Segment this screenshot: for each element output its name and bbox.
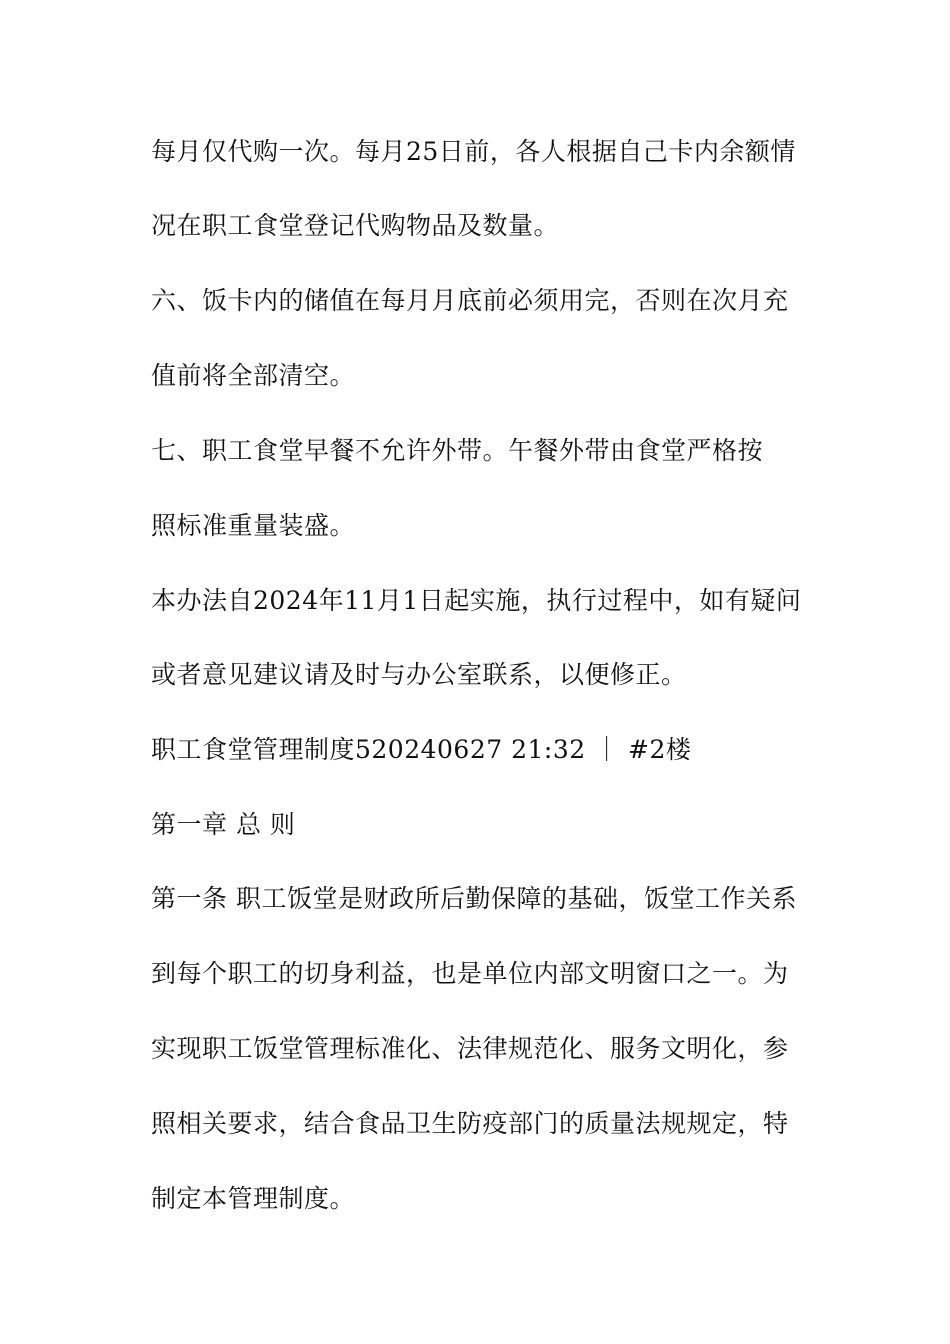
post-header-line: 职工食堂管理制度520240627 21:32 ｜ #2楼 xyxy=(151,735,692,764)
text-line-12: 到每个职工的切身利益，也是单位内部文明窗口之一。为 xyxy=(151,959,789,988)
text-line-13: 实现职工饭堂管理标准化、法律规范化、服务文明化，参 xyxy=(151,1034,789,1063)
text-line-7: 本办法自2024年11月1日起实施，执行过程中，如有疑问 xyxy=(151,586,802,615)
text-line-1: 每月仅代购一次。每月25日前，各人根据自己卡内余额情 xyxy=(151,137,796,166)
text-line-4: 值前将全部清空。 xyxy=(151,361,356,390)
chapter-heading: 第一章 总 则 xyxy=(151,810,296,839)
text-line-5: 七、职工食堂早餐不允许外带。午餐外带由食堂严格按 xyxy=(151,436,764,465)
text-line-6: 照标准重量装盛。 xyxy=(151,511,356,540)
text-line-3: 六、饭卡内的储值在每月月底前必须用完，否则在次月充 xyxy=(151,286,789,315)
text-line-14: 照相关要求，结合食品卫生防疫部门的质量法规规定，特 xyxy=(151,1109,789,1138)
text-line-11: 第一条 职工饭堂是财政所后勤保障的基础，饭堂工作关系 xyxy=(151,884,797,913)
text-line-8: 或者意见建议请及时与办公室联系，以便修正。 xyxy=(151,660,687,689)
text-line-15: 制定本管理制度。 xyxy=(151,1184,356,1213)
text-line-2: 况在职工食堂登记代购物品及数量。 xyxy=(151,211,560,240)
